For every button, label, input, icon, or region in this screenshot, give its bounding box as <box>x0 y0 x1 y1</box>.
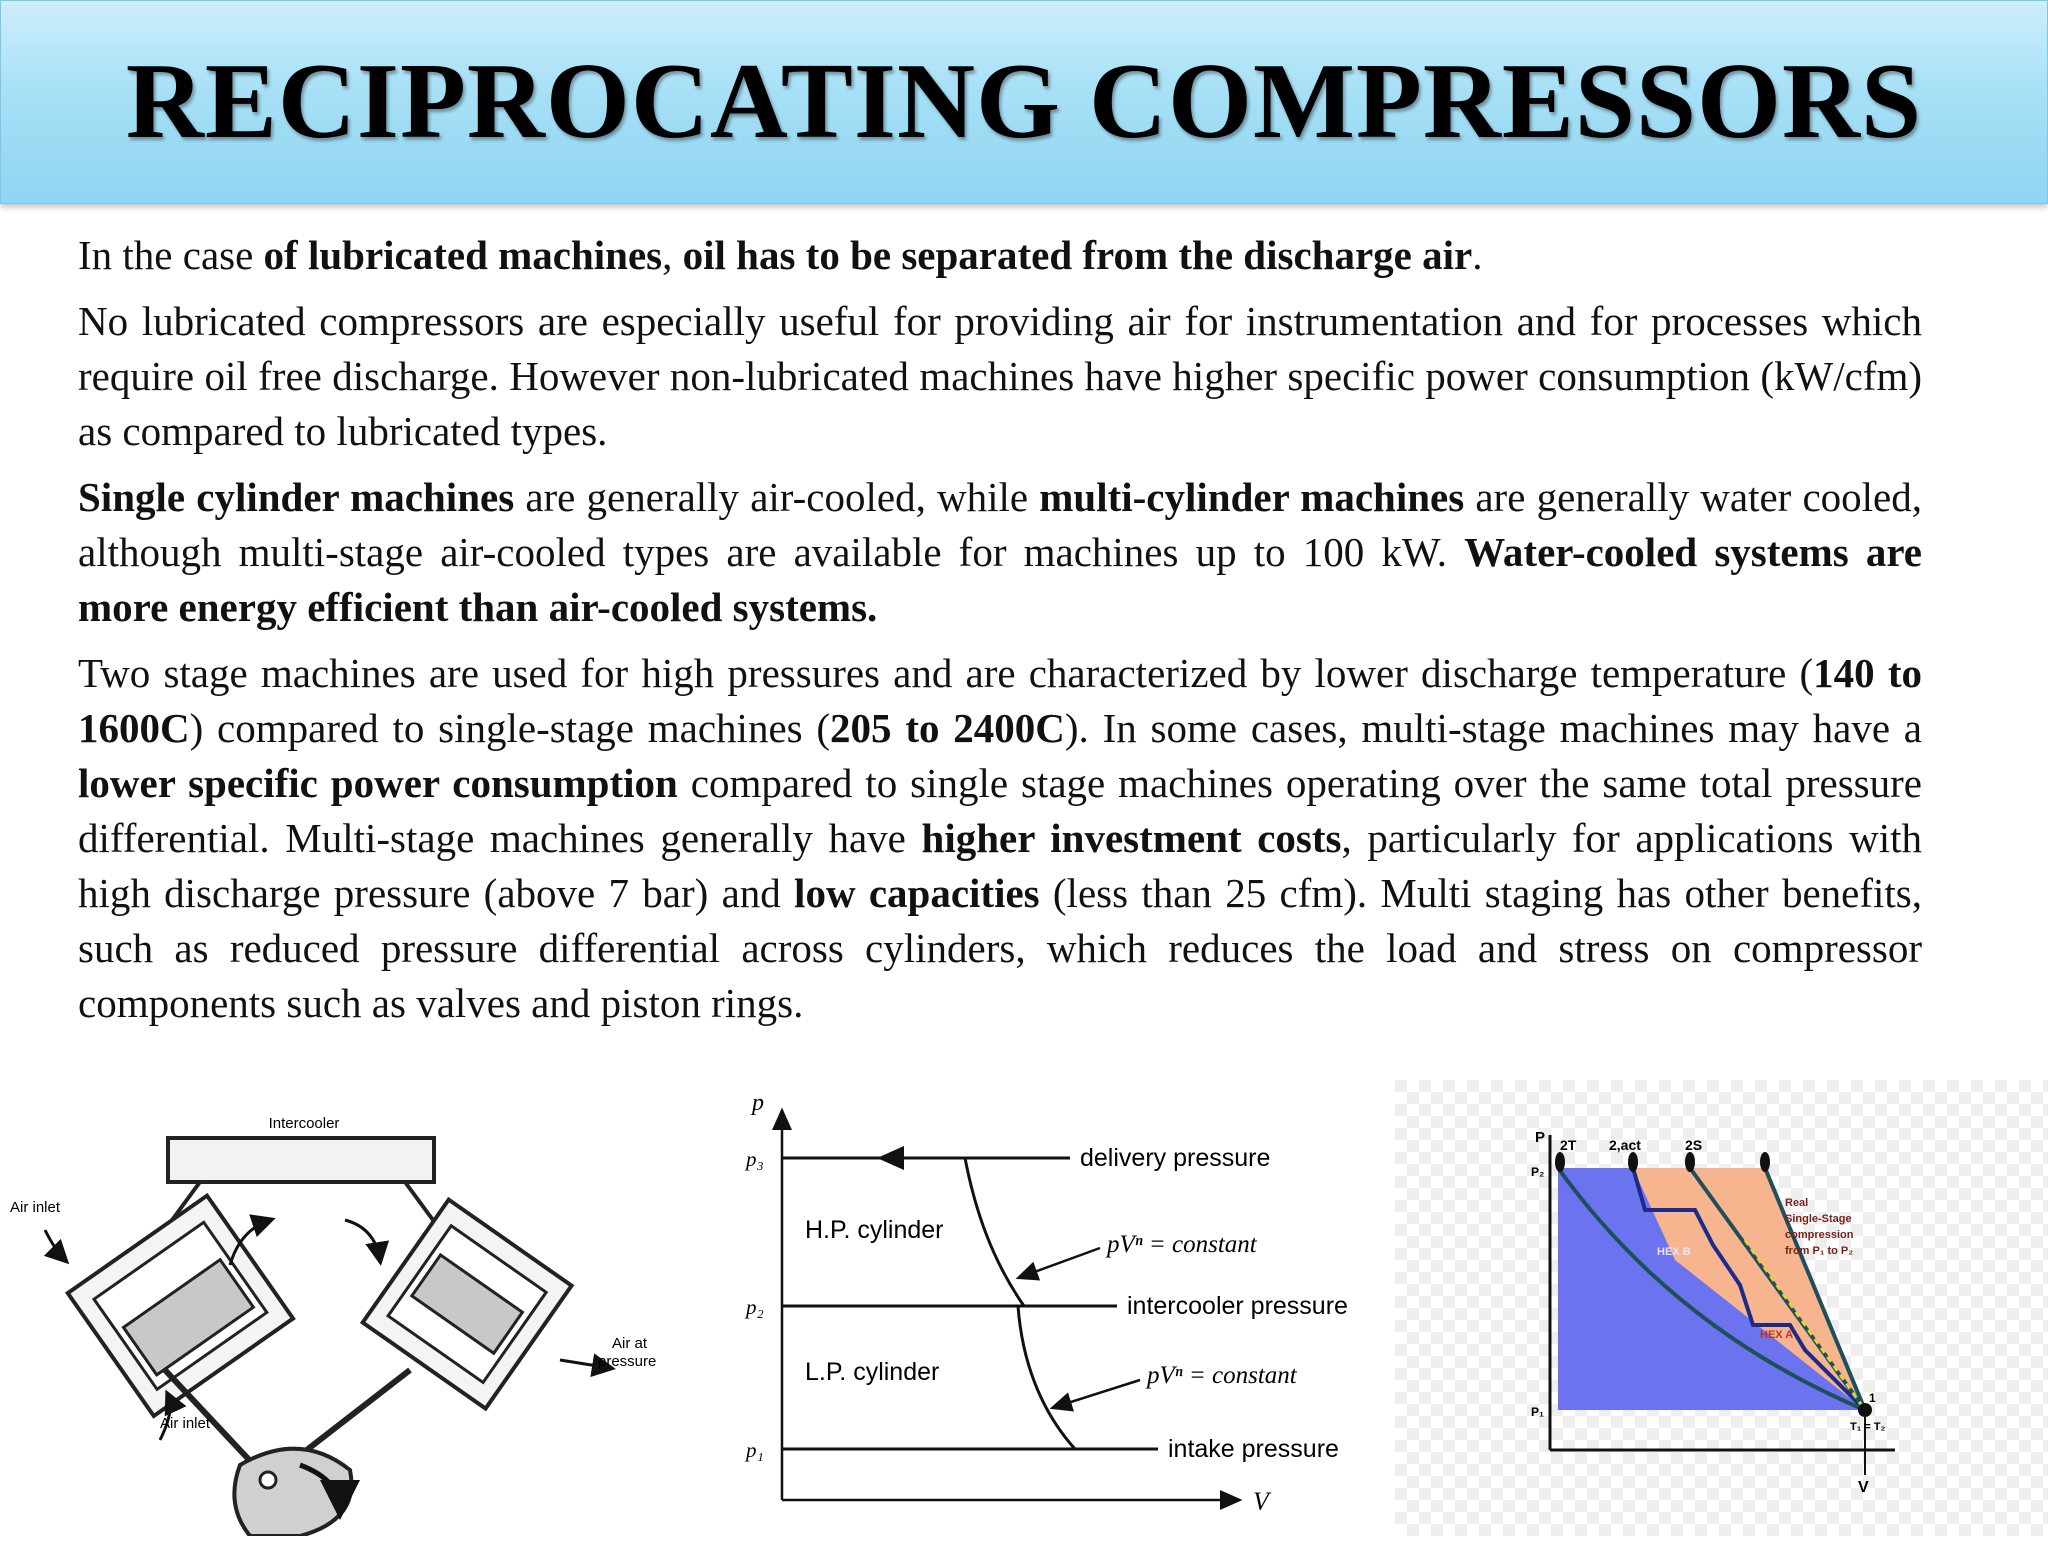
hp-compression-curve <box>965 1158 1024 1306</box>
stage-p1-label: P₁ <box>1531 1405 1544 1419</box>
title-banner <box>0 0 2048 204</box>
paragraph-cooling: Single cylinder machines are generally air-cooled, while multi-cylinder machines are generally water cooled, although multi-stage air-cooled types are available for machines up to 100 kW. Water-cooled systems are more energy efficient than air-cooled systems. <box>78 474 1923 630</box>
air-inlet-bottom-label: Air inlet <box>160 1415 211 1432</box>
body-text <box>78 228 1922 1042</box>
axis-v-label: V <box>1253 1487 1269 1516</box>
page-title: RECIPROCATING COMPRESSORS <box>125 42 1923 161</box>
delivery-pressure-label: delivery pressure <box>1080 1144 1271 1172</box>
pv-diagram-svg <box>730 1080 1380 1536</box>
pv-diagram <box>730 1080 1380 1536</box>
hex-b-label: HEX B <box>1657 1246 1691 1258</box>
paragraph-lubrication: In the case of lubricated machines, oil has to be separated from the discharge air. <box>78 232 1483 278</box>
point-2act-label: 2,act <box>1609 1137 1641 1153</box>
stage-p-label: P <box>1535 1129 1546 1146</box>
air-at-label: Air at <box>612 1335 648 1352</box>
multistage-pv-svg <box>1395 1080 2048 1536</box>
real-label-3: compression <box>1785 1229 1854 1241</box>
high-pressure-cylinder <box>363 1200 572 1409</box>
multistage-pv-chart <box>1395 1080 2048 1536</box>
lp-cylinder-label: L.P. cylinder <box>805 1358 940 1386</box>
paragraph-non-lubricated: No lubricated compressors are especially useful for providing air for instrumentation and for processes which require oil free discharge. However non-lubricated machines have higher specific power consumption (kW/cfm) as compared to lubricated types. <box>78 298 1922 454</box>
point-2t-label: 2T <box>1560 1137 1577 1153</box>
stage-p2-label: P₂ <box>1531 1165 1545 1179</box>
axis-p-label: p <box>752 1090 764 1116</box>
p3-label: p₃ <box>746 1147 764 1171</box>
intercooler-diagram-svg <box>0 1110 660 1536</box>
intercooler-label: Intercooler <box>268 1115 340 1132</box>
lp-compression-curve <box>1018 1306 1075 1449</box>
intercooler-diagram <box>0 1110 660 1536</box>
intake-pressure-label: intake pressure <box>1168 1435 1339 1463</box>
polytropic-law-hp: pVⁿ = constant <box>1107 1231 1257 1258</box>
stage-v-label: V <box>1858 1479 1869 1496</box>
intercooler-box <box>168 1138 434 1182</box>
temperature-equal-label: T₁ = T₂ <box>1850 1421 1886 1433</box>
real-label-4: from P₁ to P₂ <box>1785 1245 1854 1257</box>
polytropic-law-lp: pVⁿ = constant <box>1147 1362 1297 1389</box>
hp-cylinder-label: H.P. cylinder <box>805 1216 944 1244</box>
point-1-label: 1 <box>1869 1391 1876 1405</box>
hex-a-label: HEX A <box>1760 1329 1794 1341</box>
pressure-label: pressure <box>598 1353 657 1370</box>
paragraph-two-stage: Two stage machines are used for high pressures and are characterized by lower discharge temperature (140 to 1600C) compared to single-stage machines (205 to 2400C). In some cases, multi-stage machines may have a lower specific power consumption compared to single stage machines operating over the same total pressure differential. Multi-stage machines generally have higher investment costs, particularly for applications with high discharge pressure (above 7 bar) and low capacities (less than 25 cfm). Multi staging has other benefits, such as reduced pressure differential across cylinders, which reduces the load and stress on compressor components such as valves and piston rings. <box>78 650 1923 1026</box>
intercooler-pressure-label: intercooler pressure <box>1127 1292 1348 1320</box>
point-2s-label: 2S <box>1685 1137 1703 1153</box>
p1-label: p₁ <box>746 1438 764 1462</box>
real-label-2: Single-Stage <box>1785 1213 1852 1225</box>
p2-label: p₂ <box>746 1295 764 1319</box>
real-label-1: Real <box>1785 1197 1809 1209</box>
air-inlet-top-label: Air inlet <box>10 1199 61 1216</box>
